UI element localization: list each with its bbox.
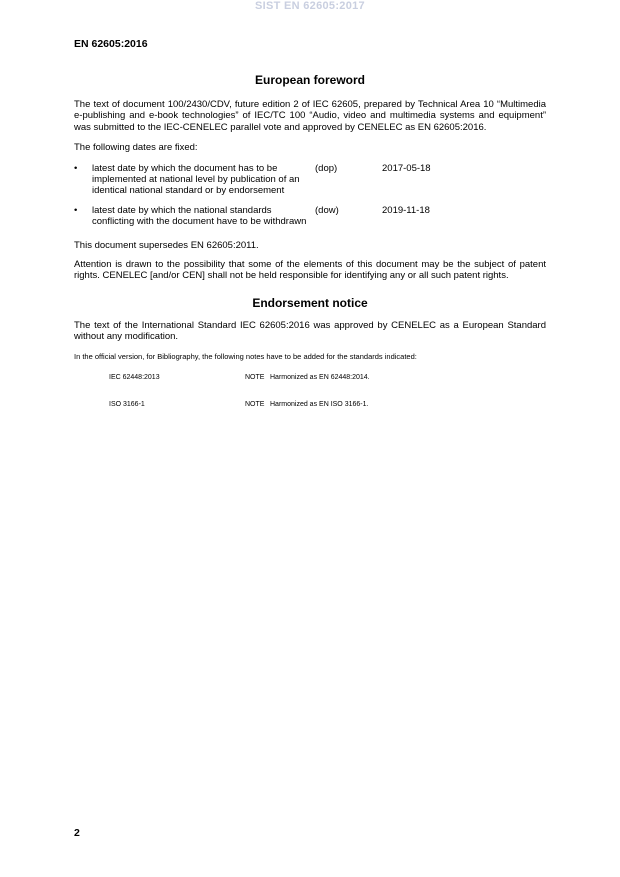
note-text: Harmonized as EN ISO 3166-1. [270,400,369,408]
note-label: NOTE [245,373,265,381]
bullet: • [74,204,78,216]
bibliography-intro: In the official version, for Bibliography, the following notes have to be added for the standards indicated: [74,351,417,361]
dates-list [74,163,546,228]
page-content [74,73,546,427]
endorsement-title: Endorsement notice [252,295,368,310]
note-text: Harmonized as EN 62448:2014. [270,373,370,381]
patent-attention: Attention is drawn to the possibility that some of the elements of this document may be the subject of patent rights. CENELEC [and/or CEN] shall not be held responsible for identifying any or all such patent rights. [74,259,546,282]
dates-intro: The following dates are fixed: [74,142,198,154]
page-number: 2 [74,827,80,839]
date-code: (dow) [315,204,339,216]
watermark: SIST EN 62605:2017 [255,0,365,12]
bibliography-note [109,373,546,382]
endorsement-text: The text of the International Standard IEC 62605:2016 was approved by CENELEC as a European Standard without any modification. [74,319,546,343]
bibliography-note [109,400,546,409]
foreword-intro: The text of document 100/2430/CDV, future edition 2 of IEC 62605, prepared by Technical Area 10 “Multimedia e-publishing and e-book technologies” of IEC/TC 100 “Audio, video and multimedia systems and equipment” was submitted to the IEC-CENELEC parallel vote and approved by CENELEC as EN 62605:2016. [74,99,546,133]
foreword-title: European foreword [254,73,365,87]
date-value: 2017-05-18 [382,162,431,174]
date-row-dow [74,205,546,228]
date-row-dop [74,163,546,197]
date-code: (dop) [315,162,338,174]
note-standard: IEC 62448:2013 [109,373,160,381]
note-label: NOTE [245,400,265,408]
date-description: latest date by which the national standards conflicting with the document have to be withdrawn [92,204,307,228]
date-description: latest date by which the document has to be implemented at national level by publication of an identical national standard or by endorsement [92,162,300,197]
date-value: 2019-11-18 [382,204,430,216]
document-id: EN 62605:2016 [74,38,148,50]
bullet: • [74,162,78,174]
note-standard: ISO 3166-1 [109,400,145,408]
supersedes-note: This document supersedes EN 62605:2011. [74,239,259,251]
